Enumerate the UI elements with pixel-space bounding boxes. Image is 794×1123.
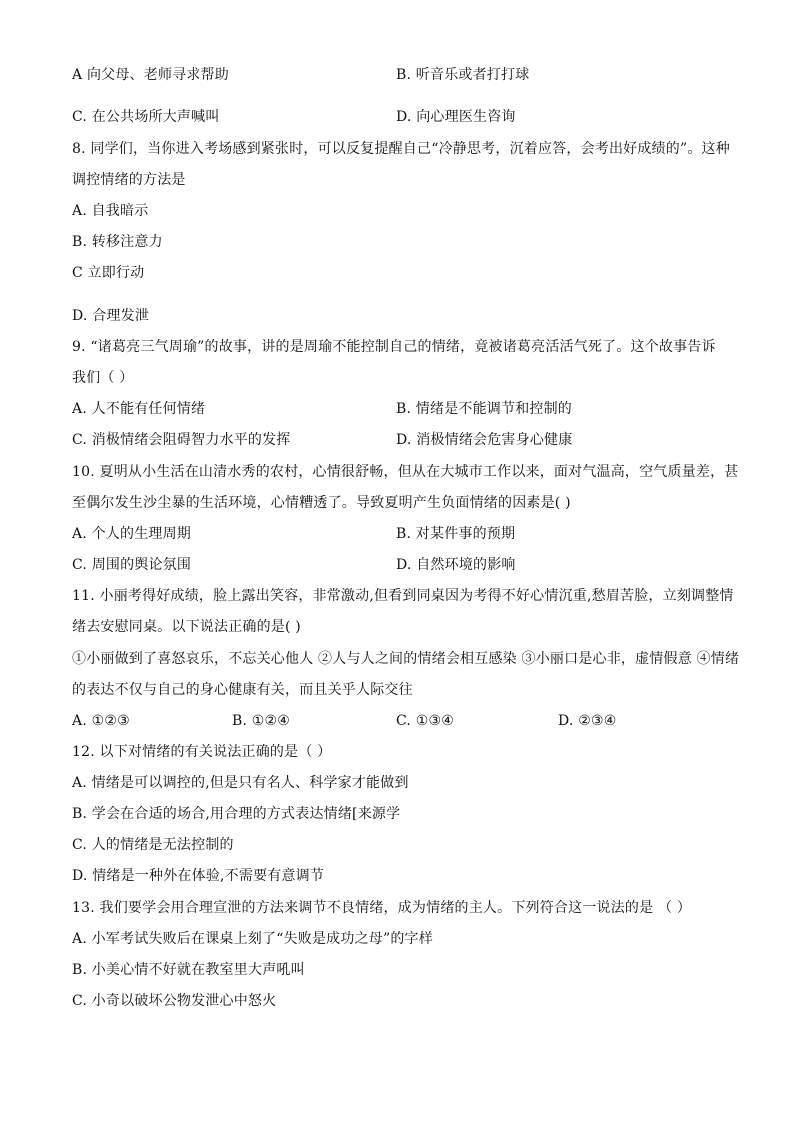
q11-stem-line-2: 绪去安慰同桌。以下说法正确的是( ) bbox=[72, 619, 301, 635]
q8-option-a: A. 自我暗示 bbox=[72, 203, 149, 219]
q10-stem-line-1: 10. 夏明从小生活在山清水秀的农村，心情很舒畅，但从在大城市工作以来，面对气温高，空气质量差，甚 bbox=[72, 464, 739, 480]
q9-option-d: D. 消极情绪会危害身心健康 bbox=[396, 432, 573, 448]
q7-option-d: D. 向心理医生咨询 bbox=[396, 109, 516, 125]
q11-option-c: C. ①③④ bbox=[396, 713, 454, 729]
q13-option-a: A. 小军考试失败后在课桌上刻了“失败是成功之母”的字样 bbox=[72, 931, 433, 947]
q7-option-b: B. 听音乐或者打打球 bbox=[396, 67, 530, 83]
q11-option-b: B. ①②④ bbox=[232, 713, 291, 729]
q12-option-a: A. 情绪是可以调控的,但是只有名人、科学家才能做到 bbox=[72, 775, 409, 791]
q9-stem-line-2: 我们（ ） bbox=[72, 370, 134, 386]
q10-option-a: A. 个人的生理周期 bbox=[72, 526, 192, 542]
q11-option-d: D. ②③④ bbox=[558, 713, 617, 729]
q12-option-d: D. 情绪是一种外在体验,不需要有意调节 bbox=[72, 868, 325, 884]
q12-option-c: C. 人的情绪是无法控制的 bbox=[72, 837, 234, 853]
q10-option-d: D. 自然环境的影响 bbox=[396, 557, 516, 573]
q13-option-c: C. 小奇以破坏公物发泄心中怒火 bbox=[72, 993, 277, 1009]
q9-option-a: A. 人不能有任何情绪 bbox=[72, 401, 206, 417]
q7-option-c: C. 在公共场所大声喊叫 bbox=[72, 109, 220, 125]
q10-option-c: C. 周围的舆论氛围 bbox=[72, 557, 192, 573]
q10-stem-line-2: 至偶尔发生沙尘暴的生活环境，心情糟透了。导致夏明产生负面情绪的因素是( ) bbox=[72, 495, 571, 511]
q10-option-b: B. 对某件事的预期 bbox=[396, 526, 516, 542]
q9-option-c: C. 消极情绪会阻碍智力水平的发挥 bbox=[72, 432, 291, 448]
q11-stem-line-1: 11. 小丽考得好成绩，脸上露出笑容，非常激动,但看到同桌因为考得不好心情沉重,愁眉苦脸，立刻调整情 bbox=[72, 588, 734, 604]
q13-stem-line-1: 13. 我们要学会用合理宣泄的方法来调节不良情绪，成为情绪的主人。下列符合这一说法的是 （ ） bbox=[72, 900, 692, 916]
q11-option-a: A. ①②③ bbox=[72, 713, 130, 729]
q9-stem-line-1: 9. “诸葛亮三气周瑜”的故事，讲的是周瑜不能控制自己的情绪，竟被诸葛亮活活气死了。这个故事告诉 bbox=[72, 339, 716, 355]
q12-stem-line-1: 12. 以下对情绪的有关说法正确的是（ ） bbox=[72, 744, 332, 760]
q7-option-a: A 向父母、老师寻求帮助 bbox=[72, 67, 229, 83]
q8-stem-line-2: 调控情绪的方法是 bbox=[72, 172, 186, 188]
q9-option-b: B. 情绪是不能调节和控制的 bbox=[396, 401, 572, 417]
q8-option-b: B. 转移注意力 bbox=[72, 234, 163, 250]
q11-stem-line-4: 的表达不仅与自己的身心健康有关，而且关乎人际交往 bbox=[72, 682, 413, 698]
q12-option-b: B. 学会在合适的场合,用合理的方式表达情绪[来源学 bbox=[72, 806, 401, 822]
q13-option-b: B. 小美心情不好就在教室里大声吼叫 bbox=[72, 962, 305, 978]
q8-stem-line-1: 8. 同学们，当你进入考场感到紧张时，可以反复提醒自己“冷静思考，沉着应答，会考出好成绩的”。这种 bbox=[72, 141, 730, 157]
q8-option-d: D. 合理发泄 bbox=[72, 308, 150, 324]
q11-stem-line-3: ①小丽做到了喜怒哀乐，不忘关心他人 ②人与人之间的情绪会相互感染 ③小丽口是心非，虚情假意 ④情绪 bbox=[72, 651, 740, 667]
q8-option-c: C 立即行动 bbox=[72, 265, 145, 281]
